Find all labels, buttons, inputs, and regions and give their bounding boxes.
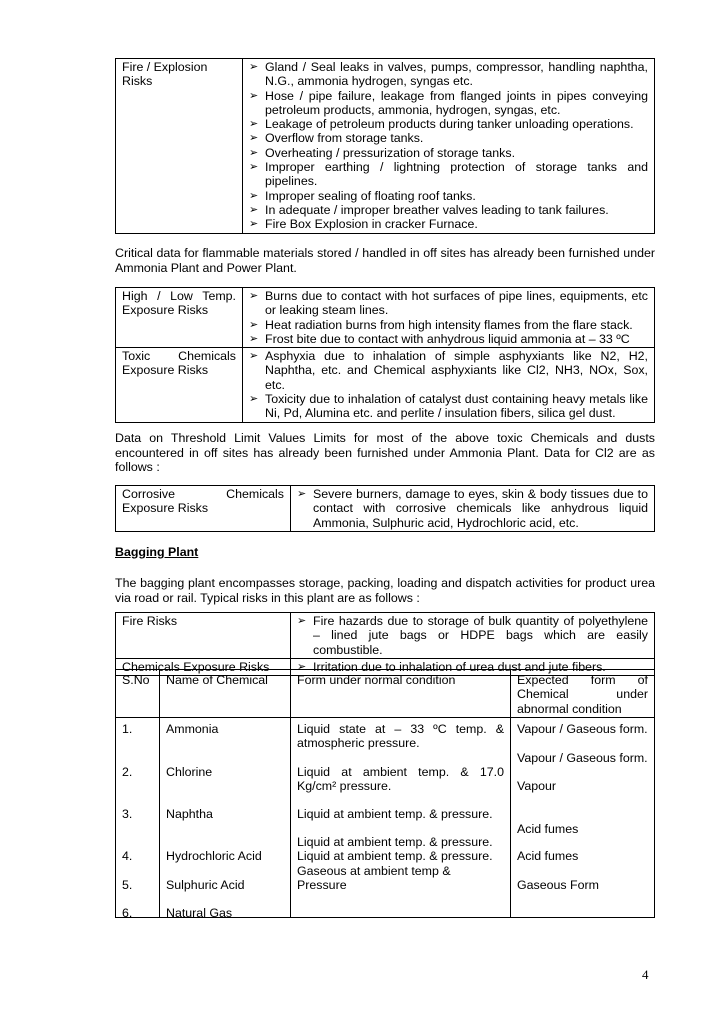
list-item: ➢ In adequate / improper breather valves leading to tank failures. [249,202,609,217]
table-row: Sulphuric Acid [166,877,245,892]
column-header-chemical: Name of Chemical [160,670,291,718]
table-row: 5. [122,877,133,892]
risk-category-label: Fire / Explosion Risks [116,59,243,234]
arrow-bullet-icon: ➢ [249,145,259,159]
list-item: ➢ Improper sealing of floating roof tanks. [249,188,476,203]
arrow-bullet-icon: ➢ [249,202,259,216]
arrow-bullet-icon: ➢ [297,487,307,500]
risk-category-label: Chemicals Exposure Risks [116,658,291,675]
arrow-bullet-icon: ➢ [249,188,259,202]
arrow-bullet-icon: ➢ [249,117,259,131]
column-header-sno: S.No [116,670,160,718]
list-item: ➢ Fire hazards due to storage of bulk quantity of polyethylene – lined jute bags or HDPE bags which are easily combustible. [297,614,648,657]
list-item: ➢ Improper earthing / lightning protection of storage tanks and pipelines. [249,160,648,189]
section-heading: Bagging Plant [115,545,199,559]
arrow-bullet-icon: ➢ [249,60,259,73]
list-item: ➢ Frost bite due to contact with anhydrous liquid ammonia at – 33 ºC [249,331,630,346]
table-row: Natural Gas [166,905,233,920]
table-row: Naphtha [166,806,213,821]
arrow-bullet-icon: ➢ [249,289,259,302]
arrow-bullet-icon: ➢ [249,392,259,406]
table-row: Vapour [517,778,557,793]
risk-category-label: High / Low Temp. Exposure Risks [116,288,243,348]
arrow-bullet-icon: ➢ [249,349,259,363]
risk-description-cell [291,486,655,532]
arrow-bullet-icon: ➢ [249,217,259,231]
arrow-bullet-icon: ➢ [297,614,307,627]
exposure-risk-table [115,287,655,423]
column-header-abnormal-form: Expected form of Chemical under abnormal condition [511,670,655,718]
table-row: Vapour / Gaseous form. [517,721,648,736]
risk-description-cell [243,348,655,422]
arrow-bullet-icon: ➢ [249,331,259,345]
table-row: Hydrochloric Acid [166,848,262,863]
table-row: Liquid at ambient temp. & pressure. [297,806,493,821]
chemical-forms-table [115,669,655,918]
list-item: ➢ Overflow from storage tanks. [249,131,424,146]
corrosive-risk-table [115,485,655,532]
table-row: Ammonia [166,721,219,736]
chemical-name-column [160,717,291,920]
abnormal-form-column [511,717,655,917]
table-row: Pressure [297,877,347,892]
table-row: Liquid at ambient temp. & pressure. [297,848,493,863]
page-number: 4 [642,967,649,982]
table-row: Liquid state at – 33 ºC temp. & atmospheric pressure. [297,721,504,751]
fire-explosion-risk-table [115,58,655,234]
table-row: Chlorine [166,764,213,779]
critical-data-paragraph: Critical data for flammable materials stored / handled in off sites has already been furnished under Ammonia Plant and Power Plant. [115,246,655,275]
bagging-plant-paragraph: The bagging plant encompasses storage, packing, loading and dispatch activities for product urea via road or rail. Typical risks in this plant are as follows : [115,576,655,605]
table-row: 3. [122,806,133,821]
bagging-risk-table [115,612,655,676]
arrow-bullet-icon: ➢ [249,160,259,174]
arrow-bullet-icon: ➢ [249,88,259,102]
table-row: 2. [122,764,133,779]
table-row: Liquid at ambient temp. & 17.0 Kg/cm² pressure. [297,764,504,794]
risk-description-cell [243,59,655,234]
list-item: ➢ Heat radiation burns from high intensity flames from the flare stack. [249,317,633,332]
table-row: 4. [122,848,133,863]
normal-form-column [291,717,511,917]
list-item: ➢ Burns due to contact with hot surfaces of pipe lines, equipments, etc or leaking steam lines. [249,289,648,318]
list-item: ➢ Toxicity due to inhalation of catalyst dust containing heavy metals like Ni, Pd, Alumina etc. and perlite / insulation fibers, silica gel dust. [249,392,648,421]
table-row: Acid fumes [517,848,579,863]
arrow-bullet-icon: ➢ [249,131,259,145]
sno-column [116,717,160,920]
list-item: ➢ Leakage of petroleum products during tanker unloading operations. [249,117,634,132]
list-item: ➢ Hose / pipe failure, leakage from flanged joints in pipes conveying petroleum products, ammonia, hydrogen, syngas, etc. [249,88,648,117]
threshold-limit-paragraph: Data on Threshold Limit Values Limits for most of the above toxic Chemicals and dusts encountered in off sites has already been furnished under Ammonia Plant. Data for Cl2 are as follows : [115,431,655,474]
list-item: ➢ Gland / Seal leaks in valves, pumps, compressor, handling naphtha, N.G., ammonia hydrogen, syngas etc. [249,60,648,89]
list-item: ➢ Irritation due to inhalation of urea dust and jute fibers. [297,659,606,674]
list-item: ➢ Overheating / pressurization of storage tanks. [249,145,516,160]
risk-category-label: Toxic Chemicals Exposure Risks [116,348,243,422]
arrow-bullet-icon: ➢ [297,659,307,673]
risk-description-cell [243,288,655,348]
risk-category-label: Corrosive Chemicals Exposure Risks [116,486,291,532]
table-row: 6. [122,905,133,920]
list-item: ➢ Fire Box Explosion in cracker Furnace. [249,217,478,232]
table-row: Liquid at ambient temp. & pressure. [297,834,493,849]
arrow-bullet-icon: ➢ [249,317,259,331]
risk-description-cell [291,613,655,659]
table-row: Vapour / Gaseous form. [517,750,648,765]
table-row: Gaseous Form [517,877,599,892]
table-row: 1. [122,721,133,736]
list-item: ➢ Severe burners, damage to eyes, skin & body tissues due to contact with corrosive chemicals like anhydrous liquid Ammonia, Sulphuric acid, Hydrochloric acid, etc. [297,487,648,530]
table-row: Gaseous at ambient temp & [297,863,451,878]
list-item: ➢ Asphyxia due to inhalation of simple asphyxiants like N2, H2, Naphtha, etc. and Chemical asphyxiants like Cl2, NH3, NOx, Sox, etc. [249,349,648,392]
column-header-normal-form: Form under normal condition [291,670,511,718]
table-row: Acid fumes [517,821,579,836]
risk-category-label: Fire Risks [116,613,291,659]
